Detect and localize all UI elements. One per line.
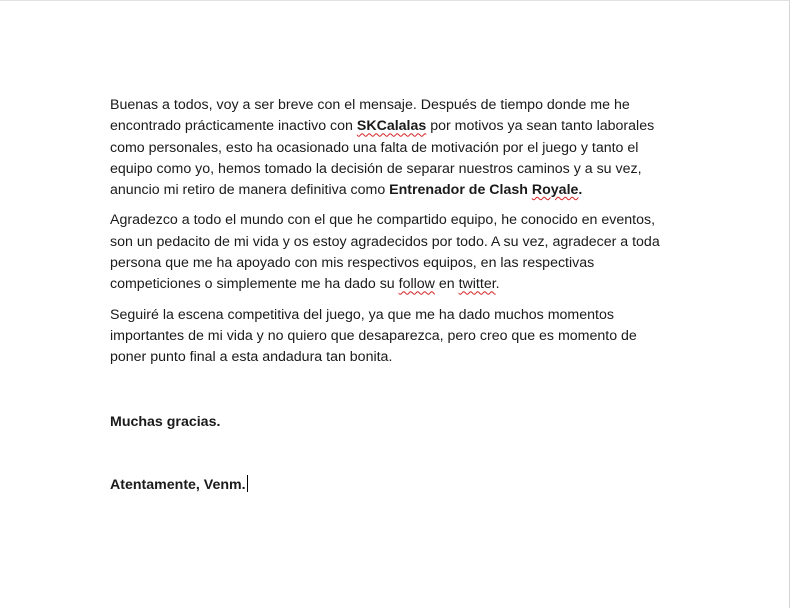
team-name-misspelled[interactable]: SKCalalas (356, 118, 427, 135)
text-line: Seguiré la escena competitiva del juego, ya que me ha dado muchos momentos (110, 306, 614, 323)
thanks-text: Muchas gracias. (110, 414, 221, 430)
text-line: equipo como yo, hemos tomado la decisión de separar nuestros caminos y a su vez, (110, 160, 642, 177)
text-line (110, 180, 678, 201)
misspelled-word[interactable]: follow (398, 276, 435, 293)
thanks-line[interactable] (110, 412, 220, 433)
signature-text: Atentamente, Venm. (110, 477, 246, 493)
text-line: Agradezco a todo el mundo con el que he compartido equipo, he conocido en eventos, (110, 212, 656, 229)
text-run: . (578, 182, 583, 199)
text-run: encontrado prácticamente inactivo con (110, 118, 357, 135)
text-run: Entrenador de Clash (389, 182, 532, 199)
text-run: en (434, 276, 459, 293)
text-run: . (495, 276, 500, 293)
document-body[interactable] (110, 95, 678, 378)
misspelled-word[interactable]: twitter (458, 276, 496, 293)
text-line: importantes de mi vida y no quiero que desaparezca, pero creo que es momento de (110, 327, 637, 344)
text-line (110, 116, 678, 137)
misspelled-word[interactable]: Royale (531, 182, 579, 199)
text-line (110, 274, 678, 295)
paragraph-announcement[interactable] (110, 95, 678, 201)
text-cursor (247, 475, 248, 492)
signature-line[interactable] (110, 475, 248, 496)
text-line: como personales, esto ha ocasionado una falta de motivación por el juego y tanto el (110, 139, 639, 156)
paragraph-thanks[interactable] (110, 210, 678, 295)
text-line: persona que me ha apoyado con mis respectivos equipos, en las respectivas (110, 255, 595, 272)
text-run: competiciones o simplemente me ha dado su (110, 276, 399, 293)
paragraph-farewell[interactable] (110, 305, 678, 369)
text-run: anuncio mi retiro de manera definitiva como (110, 182, 390, 199)
text-line: son un pedacito de mi vida y os estoy agradecidos por todo. A su vez, agradecer a toda (110, 233, 660, 250)
text-line: Buenas a todos, voy a ser breve con el mensaje. Después de tiempo donde me he (110, 97, 630, 113)
role-title-bold (389, 182, 582, 198)
text-run: por motivos ya sean tanto laborales (426, 118, 655, 135)
text-line: poner punto final a esta andadura tan bonita. (110, 349, 393, 366)
